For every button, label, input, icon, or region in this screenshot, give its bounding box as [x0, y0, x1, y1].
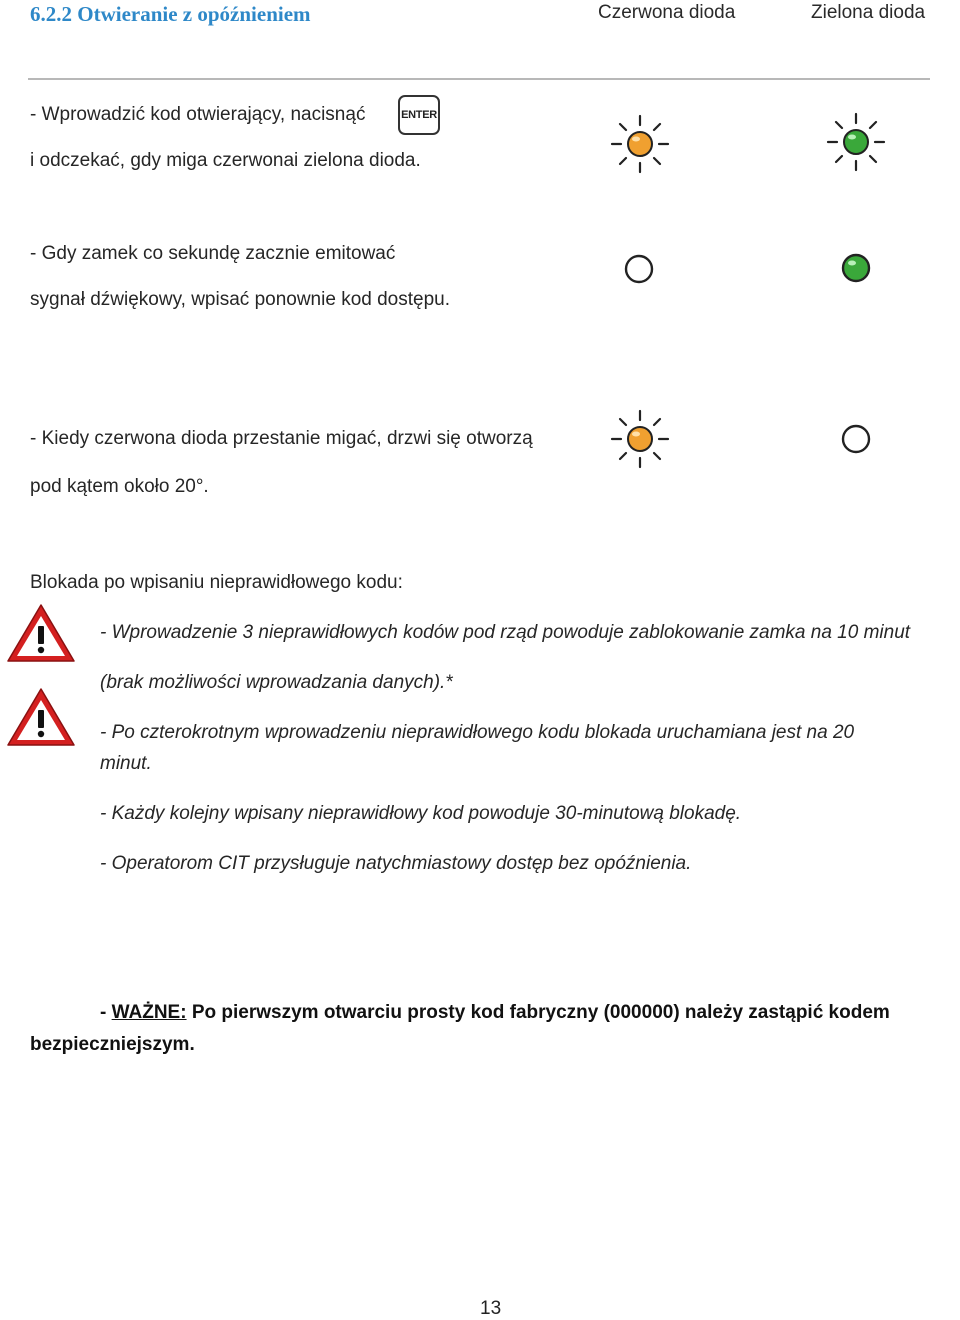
green-led-blinking-icon	[826, 112, 886, 172]
blocking-item-2: - Po czterokrotnym wprowadzeniu nieprawidłowego kodu blokada uruchamiana jest na 20	[100, 722, 855, 743]
blocking-item-3: - Każdy kolejny wpisany nieprawidłowy kod powoduje 30-minutową blokadę.	[100, 803, 742, 824]
step-3-line-1: - Kiedy czerwona dioda przestanie migać, drzwi się otworzą	[30, 428, 533, 449]
important-prefix: -	[100, 1002, 112, 1023]
column-header-green-led: Zielona dioda	[811, 2, 926, 23]
warning-icon	[5, 686, 77, 748]
warning-icon	[5, 602, 77, 664]
blocking-item-1-cont: (brak możliwości wprowadzania danych).*	[100, 672, 453, 693]
blocking-item-2-cont: minut.	[100, 753, 152, 774]
section-title: 6.2.2 Otwieranie z opóźnieniem	[30, 2, 311, 26]
important-text: Po pierwszym otwarciu prosty kod fabryczny (000000) należy zastąpić kodem	[186, 1002, 890, 1023]
step-2-line-2: sygnał dźwiękowy, wpisać ponownie kod dostępu.	[30, 289, 450, 310]
blocking-item-4: - Operatorom CIT przysługuje natychmiastowy dostęp bez opóźnienia.	[100, 853, 692, 874]
red-led-blinking-icon	[610, 114, 670, 174]
red-led-blinking-icon	[610, 409, 670, 469]
important-label: WAŻNE:	[111, 1002, 187, 1023]
green-led-off-icon	[839, 422, 873, 456]
step-1-line-1: - Wprowadzić kod otwierający, nacisnąć	[30, 104, 366, 125]
step-3-line-2: pod kątem około 20°.	[30, 476, 209, 497]
header-divider	[28, 78, 930, 80]
step-1-line-2: i odczekać, gdy miga czerwonai zielona dioda.	[30, 150, 421, 171]
enter-key-icon: ENTER	[398, 95, 440, 135]
step-2-line-1: - Gdy zamek co sekundę zacznie emitować	[30, 243, 396, 264]
green-led-on-icon	[839, 251, 873, 285]
important-note-cont: bezpieczniejszym.	[30, 1034, 195, 1055]
blocking-item-1: - Wprowadzenie 3 nieprawidłowych kodów pod rząd powoduje zablokowanie zamka na 10 minut	[100, 622, 911, 643]
blocking-heading: Blokada po wpisaniu nieprawidłowego kodu:	[30, 572, 403, 593]
column-header-red-led: Czerwona dioda	[598, 2, 736, 23]
page-number: 13	[480, 1298, 502, 1319]
important-note	[100, 1002, 890, 1024]
red-led-off-icon	[622, 252, 656, 286]
